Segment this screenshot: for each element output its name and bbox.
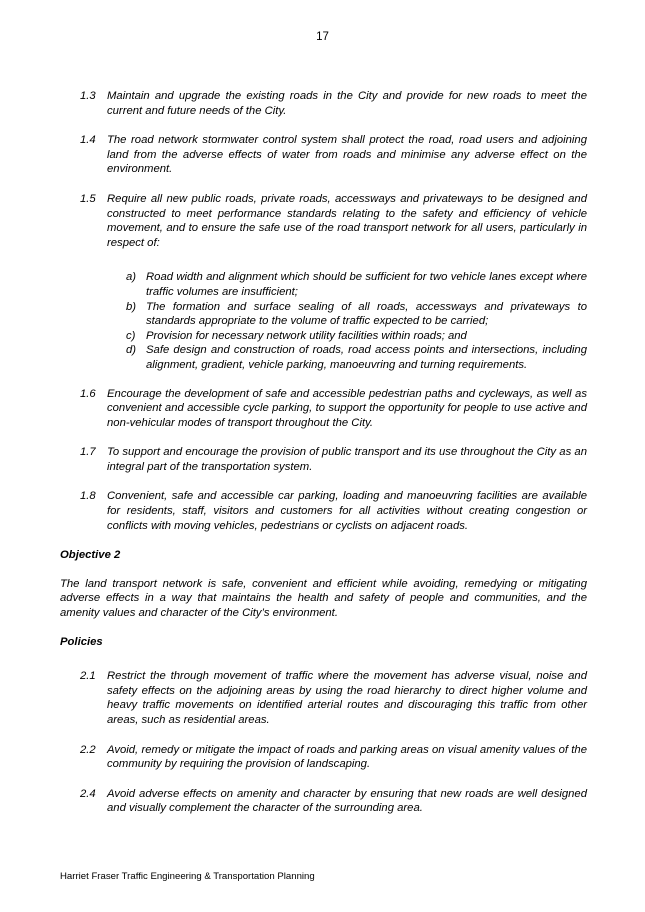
page-footer: Harriet Fraser Traffic Engineering & Transportation Planning (60, 871, 315, 882)
policy-group-3 (60, 669, 587, 816)
policy-number: 1.6 (80, 387, 96, 400)
policy-group-1 (60, 89, 587, 250)
policy-text: Require all new public roads, private roads, accessways and privateways to be designed and constructed to meet performance standards relating to the safety and efficiency of vehicle movement, and to ensure the safe use of the road transport network for all users, particularly in respect of: (107, 192, 587, 249)
policy-text: Avoid adverse effects on amenity and character by ensuring that new roads are well designed and visually complement the character of the surrounding area. (107, 787, 587, 815)
sub-item-letter: c) (126, 329, 136, 342)
policy-item (60, 192, 587, 250)
policy-item (60, 445, 587, 474)
sub-item-list (60, 270, 587, 372)
policy-text: Restrict the through movement of traffic where the movement has adverse visual, noise and safety effects on the adjoining areas by using the road hierarchy to direct higher volume and heavy traffic movements on identified arterial routes and discouraging this traffic from other areas, such as residential areas. (107, 670, 587, 726)
policy-item (60, 743, 587, 772)
policy-group-2 (60, 387, 587, 534)
objective-heading: Objective 2 (60, 549, 121, 562)
sub-item (60, 300, 587, 329)
policy-number: 1.4 (80, 134, 96, 147)
policy-item (60, 133, 587, 177)
sub-item-letter: a) (126, 271, 137, 284)
policy-number: 1.8 (80, 490, 96, 503)
sub-item-text: Road width and alignment which should be sufficient for two vehicle lanes except where traffic volumes are insufficient; (146, 271, 587, 298)
policy-item (60, 489, 587, 533)
sub-item-text: Provision for necessary network utility facilities within roads; and (146, 329, 467, 342)
policy-text: The road network stormwater control system shall protect the road, road users and adjoining land from the adverse effects of water from roads and minimise any adverse effect on the environment. (107, 134, 587, 176)
sub-item (60, 343, 587, 372)
objective-text: The land transport network is safe, convenient and efficient while avoiding, remedying or mitigating adverse effects in a way that maintains the health and safety of people and communities, and the amenity values and character of the City’s environment. (60, 577, 587, 620)
policy-number: 2.2 (80, 743, 96, 756)
policy-item (60, 387, 587, 431)
sub-item-letter: b) (126, 300, 137, 313)
policy-text: Encourage the development of safe and accessible pedestrian paths and cycleways, as well as convenient and accessible cycle parking, to support the opportunity for people to use active and non-vehicular modes of transport throughout the City. (107, 387, 587, 429)
policy-number: 2.1 (80, 670, 96, 683)
sub-item-text: Safe design and construction of roads, road access points and intersections, including alignment, gradient, vehicle parking, manoeuvring and turning requirements. (146, 344, 587, 371)
sub-item-letter: d) (126, 344, 137, 357)
sub-item (60, 270, 587, 299)
policies-heading: Policies (60, 635, 103, 648)
page-number: 17 (316, 31, 329, 43)
sub-item-text: The formation and surface sealing of all roads, accessways and privateways to standards appropriate to the volume of traffic expected to be carried; (146, 300, 587, 328)
policy-text: Maintain and upgrade the existing roads in the City and provide for new roads to meet the current and future needs of the City. (107, 90, 587, 117)
policy-item (60, 669, 587, 727)
policy-number: 2.4 (80, 787, 96, 800)
policy-text: Convenient, safe and accessible car parking, loading and manoeuvring facilities are available for residents, staff, visitors and customers for all activities without creating congestion or conflicts with moving vehicles, pedestrians or cyclists on adjacent roads. (107, 490, 587, 532)
policy-number: 1.3 (80, 90, 96, 102)
policy-text: Avoid, remedy or mitigate the impact of roads and parking areas on visual amenity values of the community by requiring the provision of landscaping. (107, 743, 587, 771)
sub-item (60, 329, 587, 344)
policy-number: 1.5 (80, 192, 96, 205)
policy-text: To support and encourage the provision of public transport and its use throughout the City as an integral part of the transportation system. (107, 446, 587, 473)
policy-number: 1.7 (80, 446, 96, 459)
policy-item (60, 89, 587, 118)
policy-item (60, 787, 587, 816)
page-content (60, 89, 587, 831)
